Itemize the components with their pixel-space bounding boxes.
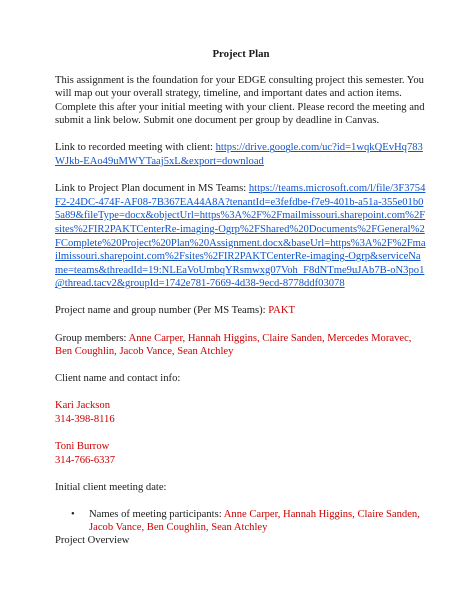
section-heading-project-overview: Project Overview [55, 535, 130, 546]
project-name-label: Project name and group number (Per MS Teams): [55, 305, 269, 317]
client-contact-phone: 314-766-6337 [55, 454, 116, 466]
client-contact-name: Toni Burrow [55, 440, 110, 452]
project-name-paragraph [55, 304, 427, 318]
client-info-label: Client name and contact info: [55, 373, 181, 385]
initial-meeting-label: Initial client meeting date: [55, 481, 167, 493]
project-name-value: PAKT [268, 305, 295, 317]
project-plan-doc-paragraph [55, 182, 427, 291]
group-members-paragraph [55, 332, 427, 359]
project-plan-doc-label: Link to Project Plan document in MS Teams: [55, 183, 249, 195]
client-contact [55, 440, 427, 467]
intro-paragraph: This assignment is the foundation for your EDGE consulting project this semester. You will map out your overall strategy, timeline, and important dates and action items. Complete this after your initial meeting with your client. Please record the meeting and submit a link below. Submit one document per group by deadline in Canvas. [55, 74, 425, 127]
participants-value: Anne Carper, Hannah Higgins, Claire Sanden, Jacob Vance, Ben Coughlin, Sean Atchley [89, 508, 420, 534]
participants-label: Names of meeting participants: [89, 508, 224, 520]
client-contact [55, 399, 427, 426]
bullet-icon: • [71, 508, 75, 520]
group-members-label: Group members: [55, 332, 129, 344]
recorded-meeting-link[interactable]: https://drive.google.com/uc?id=1wqkQEvHq783WJkb-EAo49uMWYTaaj5xL&export=download [55, 142, 423, 168]
document-title: Project Plan [212, 48, 270, 60]
client-contact-name: Kari Jackson [55, 400, 111, 412]
recorded-meeting-label: Link to recorded meeting with client: [55, 142, 216, 154]
meeting-participants-list [55, 508, 427, 535]
recorded-meeting-paragraph [55, 141, 427, 168]
client-contact-phone: 314-398-8116 [55, 413, 115, 425]
document-page [55, 48, 427, 548]
project-plan-doc-link[interactable]: https://teams.microsoft.com/l/file/3F3754F2-24DC-474F-AF08-7B367EA44A8A?tenantId=e3fefdbe-f7e9-401b-a51a-355e01b05a89&fileType=docx&objectUrl=https%3A%2F%2Fmailmissouri.sharepoint.com%2Fsites%2FIR2PAKTCenterRe-imaging-Ogrp%2FShared%20Documents%2FGeneral%2FComplete%20Project%20Plan%20Assignment.docx&baseUrl=https%3A%2F%2Fmailmissouri.sharepoint.com%2Fsites%2FIR2PAKTCenterRe-imaging-Ogrp&serviceName=teams&threadId=19:NLEaVoUmbqYRsmwxg07Voh_F8dNTme9uJAb7B-oN3po1@thread.tacv2&groupId=1742e781-7669-4d38-9ecd-8778ddf03078 [55, 183, 426, 290]
list-item [55, 508, 427, 535]
group-members-value: Anne Carper, Hannah Higgins, Claire Sanden, Mercedes Moravec, Ben Coughlin, Jacob Vance, Sean Atchley [55, 332, 412, 358]
